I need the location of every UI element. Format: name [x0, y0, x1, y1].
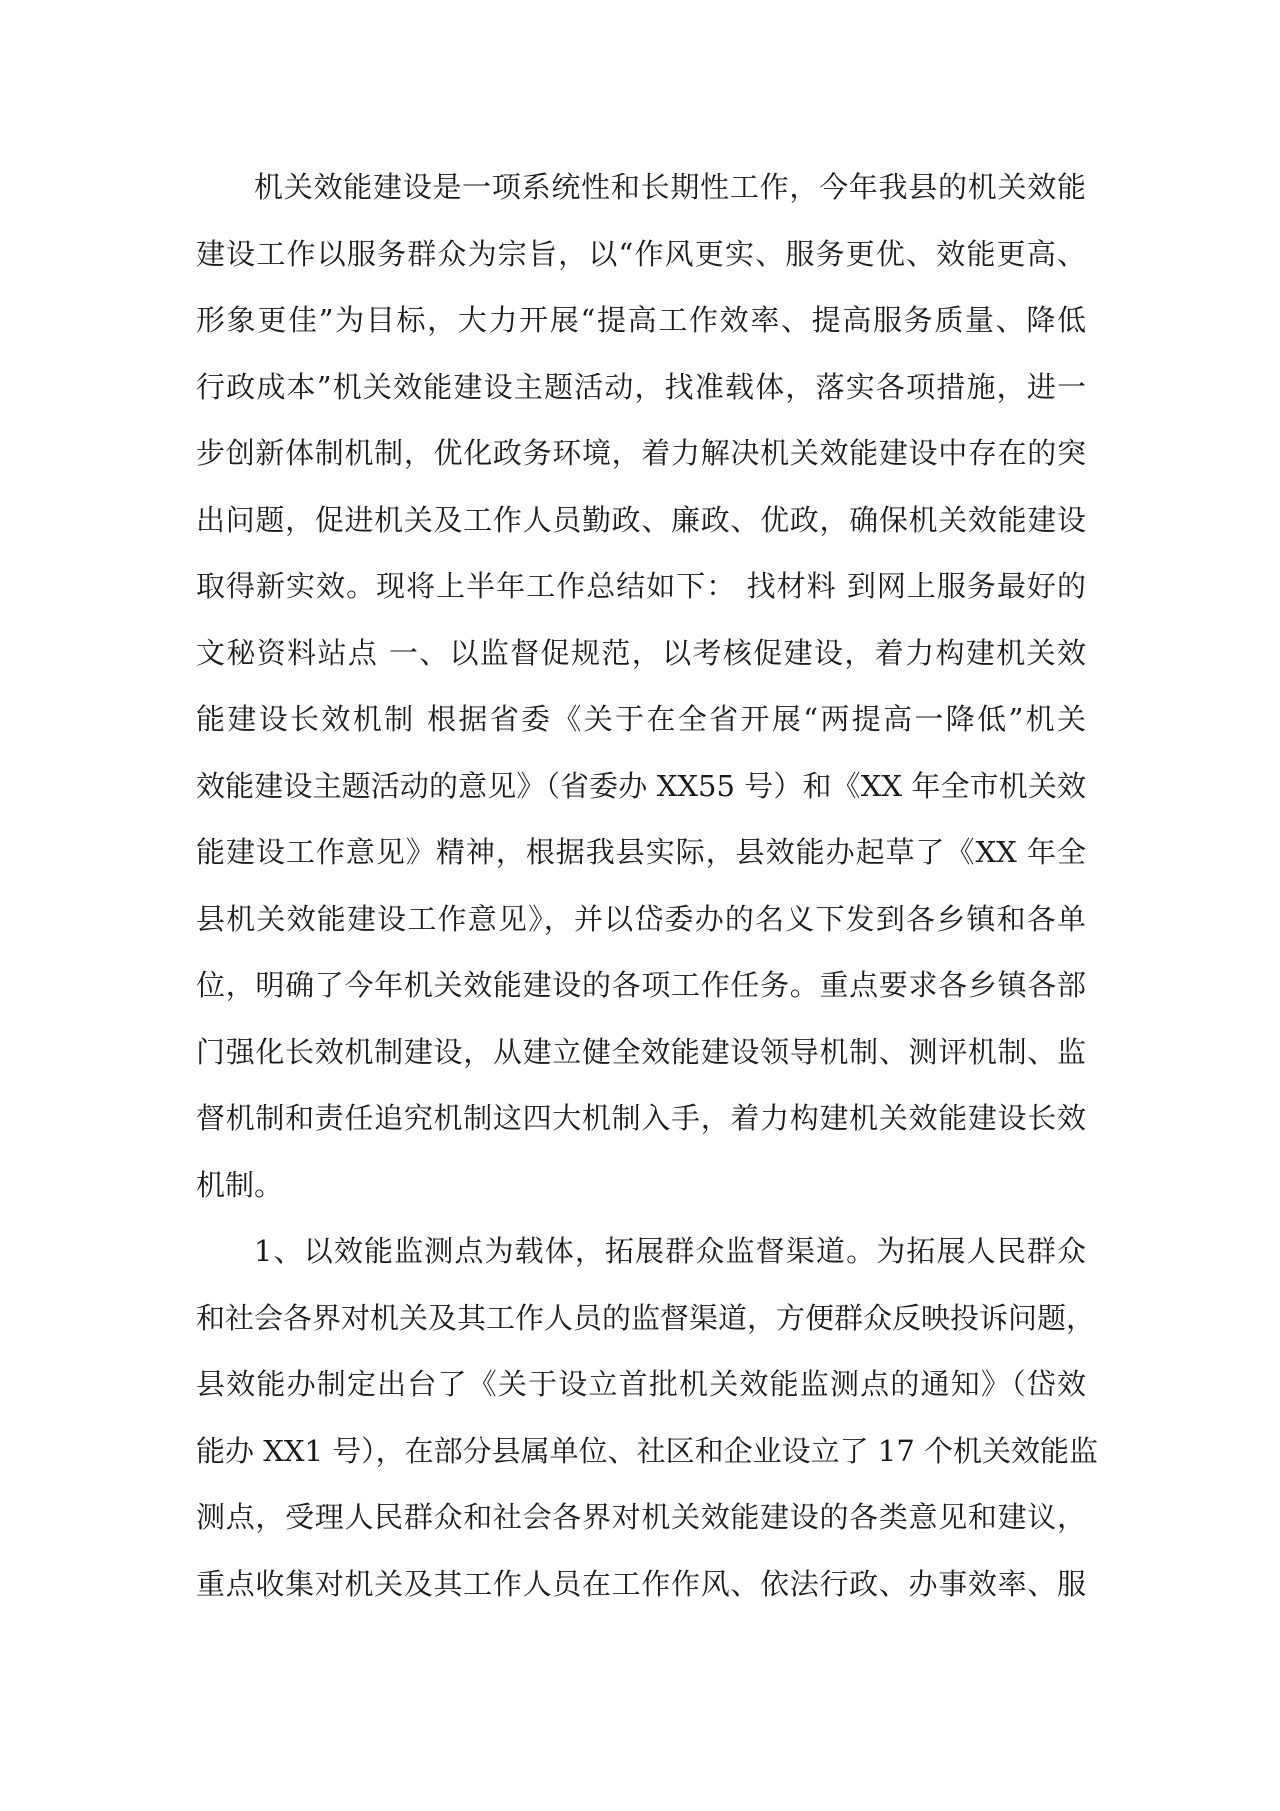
paragraph-line: 出问题，促进机关及工作人员勤政、廉政、优政，确保机关效能建设 — [196, 502, 1086, 537]
paragraph-line: 行政成本”机关效能建设主题活动，找准载体，落实各项措施，进一 — [196, 369, 1086, 404]
paragraph-line: 能办 XX1 号），在部分县属单位、社区和企业设立了 17 个机关效能监 — [196, 1433, 1099, 1468]
paragraph-line: 县效能办制定出台了《关于设立首批机关效能监测点的通知》（岱效 — [196, 1367, 1086, 1401]
paragraph-2 — [196, 1218, 1099, 1617]
paragraph-line: 位，明确了今年机关效能建设的各项工作任务。重点要求各乡镇各部 — [196, 968, 1086, 1002]
paragraph-line: 机制。 — [196, 1167, 284, 1202]
paragraph-1 — [196, 154, 1086, 1218]
paragraph-line: 文秘资料站点 一、以监督促规范，以考核促建设，着力构建机关效 — [196, 635, 1086, 670]
paragraph-line: 步创新体制机制，优化政务环境，着力解决机关效能建设中存在的突 — [196, 436, 1086, 470]
paragraph-line: 测点，受理人民群众和社会各界对机关效能建设的各类意见和建议， — [196, 1500, 1086, 1534]
paragraph-line: 取得新实效。现将上半年工作总结如下： 找材料 到网上服务最好的 — [196, 569, 1086, 603]
document-body — [196, 154, 1099, 1617]
paragraph-line: 和社会各界对机关及其工作人员的监督渠道，方便群众反映投诉问题， — [196, 1300, 1096, 1335]
paragraph-line: 门强化长效机制建设，从建立健全效能建设领导机制、测评机制、监 — [196, 1034, 1086, 1069]
paragraph-line: 重点收集对机关及其工作人员在工作作风、依法行政、办事效率、服 — [196, 1566, 1086, 1601]
paragraph-line: 能建设工作意见》精神，根据我县实际，县效能办起草了《XX 年全 — [196, 835, 1086, 869]
paragraph-line: 形象更佳”为目标，大力开展“提高工作效率、提高服务质量、降低 — [196, 303, 1086, 337]
paragraph-line: 1、以效能监测点为载体，拓展群众监督渠道。为拓展人民群众 — [254, 1234, 1086, 1268]
paragraph-line: 县机关效能建设工作意见》，并以岱委办的名义下发到各乡镇和各单 — [196, 901, 1086, 936]
paragraph-line: 机关效能建设是一项系统性和长期性工作，今年我县的机关效能 — [254, 170, 1086, 204]
paragraph-line: 建设工作以服务群众为宗旨，以“作风更实、服务更优、效能更高、 — [196, 236, 1086, 271]
paragraph-line: 能建设长效机制 根据省委《关于在全省开展“两提高一降低”机关 — [196, 702, 1086, 736]
paragraph-line: 效能建设主题活动的意见》（省委办 XX55 号）和《XX 年全市机关效 — [196, 768, 1086, 803]
paragraph-line: 督机制和责任追究机制这四大机制入手，着力构建机关效能建设长效 — [196, 1101, 1086, 1135]
